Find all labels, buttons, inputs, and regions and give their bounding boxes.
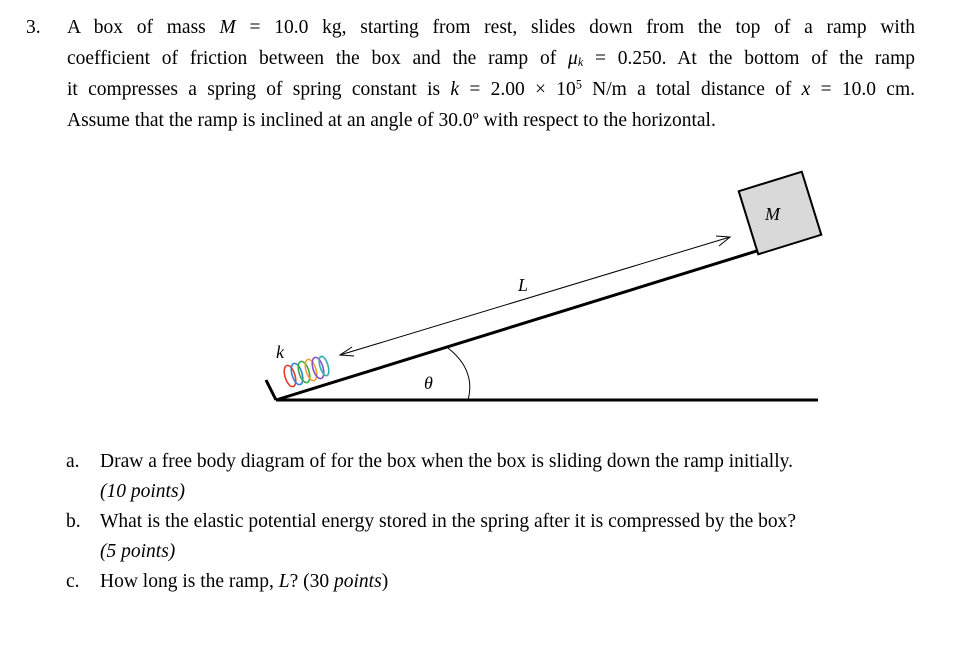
text-segment: N/m a total distance of [581, 79, 802, 100]
ramp-line [276, 232, 818, 400]
text-segment: = 2.00 × 10 [459, 79, 576, 100]
variable-k: k [450, 79, 460, 100]
subscript-k: k [577, 54, 584, 69]
box-mass [739, 172, 822, 255]
variable-L: L [278, 571, 290, 592]
text-segment: ) [381, 571, 389, 592]
spring-coil [310, 356, 326, 380]
length-arrow-line [340, 237, 730, 355]
spring-coil [296, 360, 312, 384]
label-L: L [518, 275, 529, 295]
spring-coil [289, 362, 305, 386]
question-b-points: (5 points) [100, 541, 176, 562]
points-word: points [334, 571, 382, 592]
exponent: 5 [575, 77, 582, 92]
question-b-text: What is the elastic potential energy stored in the spring after it is compressed by the box? [100, 511, 797, 532]
question-b-letter: b. [66, 511, 81, 532]
question-a-points: (10 points) [100, 481, 186, 502]
label-k: k [276, 342, 284, 362]
angle-arc [448, 348, 470, 400]
spring [282, 355, 331, 388]
spring-coil [282, 364, 298, 388]
problem-line-4: Assume that the ramp is inclined at an angle of 30.0º with respect to the horizontal. [67, 110, 716, 131]
text-segment: = 0.250. At the bottom of the ramp [583, 48, 915, 69]
variable-x: x [801, 79, 811, 100]
text-segment: How long is the ramp, [100, 571, 279, 592]
label-theta: θ [424, 373, 433, 393]
question-c-text [100, 567, 388, 597]
variable-mass: M [219, 17, 236, 38]
label-M: M [765, 204, 780, 224]
text-segment: it compresses a spring of spring constant is [67, 79, 451, 100]
text-segment: A box of mass [67, 17, 220, 38]
text-segment: = 10.0 kg, starting from rest, slides down from the top of a ramp with [235, 17, 916, 38]
question-a-text: Draw a free body diagram of for the box when the box is sliding down the ramp initially. [100, 451, 793, 472]
spring-wall [266, 380, 276, 400]
question-c-letter: c. [66, 571, 80, 592]
box-rect [739, 172, 822, 255]
problem-number: 3. [26, 17, 41, 38]
variable-mu: μ [568, 48, 578, 69]
spring-coil [303, 358, 319, 382]
spring-coil [317, 355, 330, 376]
text-segment: = 10.0 cm. [810, 79, 915, 100]
text-segment: coefficient of friction between the box and the ramp of [67, 48, 569, 69]
question-a-letter: a. [66, 451, 80, 472]
text-segment: ? (30 [289, 571, 334, 592]
